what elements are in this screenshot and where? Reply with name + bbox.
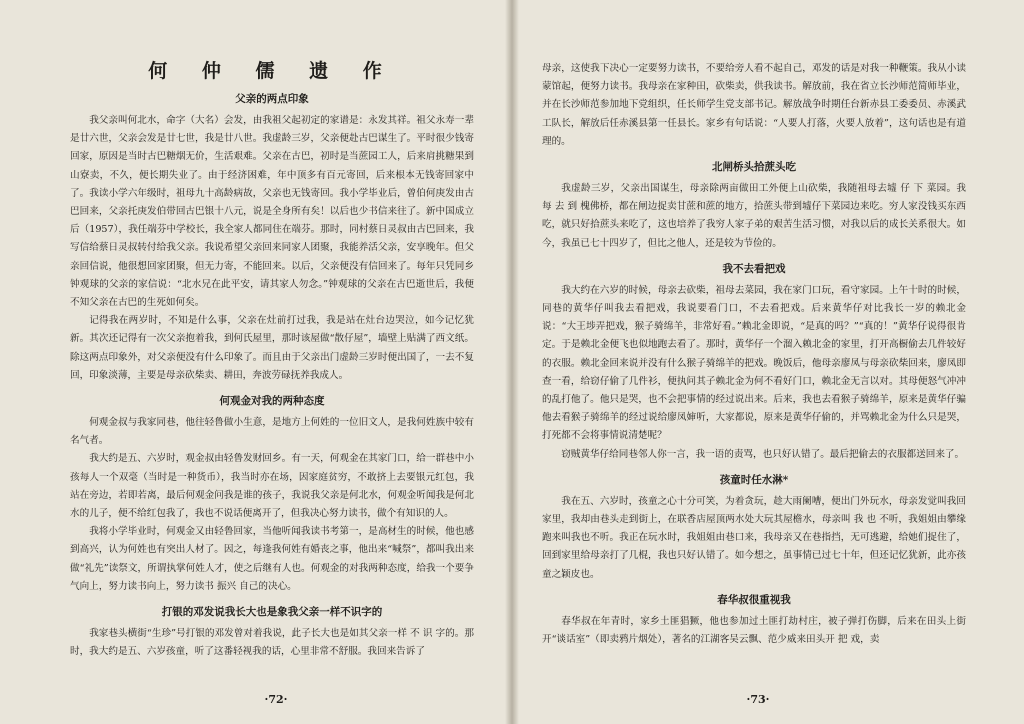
paragraph: 母亲，这使我下决心一定要努力读书，不要给旁人看不起自己，邓发的话是对我一种鞭策。我从小读蒙馆起，便努力读书。我母亲在家种田，砍柴卖，供我读书。解放前，我在省立长沙师范简师毕业，并在长沙师范参加地下党组织，任长师学生党支部书记。解放战争时期任台新赤县工委委员、赤溪武工队长，解放后任赤溪县第一任县长。家乡有句话说：“人要人打落，火要人放着”，这句话也是有道理的。 xyxy=(542,63,966,147)
paragraph: 何观金叔与我家同巷，他往轻鲁做小生意，是地方上何姓的一位旧文人，是我何姓族中较有名气者。 xyxy=(70,417,474,447)
paragraph: 我大约是五、六岁时，观金叔由轻鲁发财回乡。有一天，何观金在其家门口，给一群巷中小孩每人一个双毫（当时是一种货币），我当时亦在场，因家庭贫穷，不敢挤上去要银元红包，我站在旁边，若即若离，最后何观金问我是谁的孩子，我说我父亲是何北水，何观金听闻我是何北水的儿子，便不给红包我了，我也不说话便离开了，但我决心努力读书，做个有知识的人。 xyxy=(70,453,474,520)
section-heading: 春华叔很重视我 xyxy=(717,593,791,606)
paragraph: 我大约在六岁的时候，母亲去砍柴，祖母去菜园，我在家门口玩，看守家园。上午十时的时候，同巷的黄华仔叫我去看把戏，我说要看门口，不去看把戏。后来黄华仔对比我长一岁的赖北金说：“大王埗弄把戏，猴子骑绵羊，非常好看。”赖北金即说，“是真的吗？”“真的！”黄华仔说得很肯定。于是赖北金便飞也似地跑去看了。那时，黄华仔一个溜入赖北金的家里，打开高橱偷去几件较好的衣服。赖北金回来说并没有什么猴子骑绵羊的把戏。晚饭后，他母亲廖凤与母亲砍柴回来，廖凤即查一看，给窃仔偷了几件衫，便执问其子赖北金为何不看好门口，赖北金无言以对。其母便怒气冲冲的乱打他了。他只是哭，也不会把事情的经过说出来。后来，我也去看猴子骑绵羊，原来是黄华仔骗他去看猴子骑绵羊的经过说给廖凤婶听，大家都说，原来是黄华仔偷的，并骂赖北金为什么只是哭，打死都不会将事情说清楚呢？ xyxy=(542,284,966,442)
page-number: ·73· xyxy=(746,693,770,706)
paragraph: 记得我在两岁时，不知是什么事，父亲在灶前打过我，我是站在灶台边哭泣，如今记忆犹新。其次还记得有一次父亲抱着我，到何氏屋里，那时该屋做“散仔屋”，墙壁上贴满了西文纸。除这两点印象外，对父亲便没有什么印象了。而且由于父亲出门虚龄三岁时便出国了，一去不复回，印象淡薄，主要是母亲砍柴卖、耕田，奔波劳碌抚养我成人。 xyxy=(70,315,474,381)
section-heading: 何观金对我的两种态度 xyxy=(219,395,325,408)
section-heading: 父亲的两点印象 xyxy=(235,93,309,105)
paragraph: 窃贼黄华仔给同巷邻人你一言，我一语的责骂，也只好认错了。最后把偷去的衣服都送回来了。 xyxy=(561,448,965,460)
article-title: 何 仲 儒 遗 作 xyxy=(148,60,396,82)
paragraph: 我父亲叫何北水，命字（大名）会发，由我祖父起初定的家谱是：永发其祥。祖父永寿一辈是廿六世，父亲会发是廿七世，我是廿八世。我虚龄三岁，父亲便赴古巴谋生了。平时很少钱寄回家，原因是当时古巴糖烟无价，生活艰难。父亲在古巴，初时是当蔗园工人，后来肩挑糖果到山寮卖，不久，便长期失业了。由于经济困难，年中顶多有百元寄回，后来根本无钱寄回家中了。我读小学六年级时，祖母九十高龄病故，父亲也无钱寄回。我小学毕业后，曾伯何庚发由古巴回来，父亲托庚发伯带回古巴银十八元，说是全身所有矣！以后也少书信来往了。新中国成立后（1957），我任端芬中学校长，我全家人都同住在端芬。那时，同村蔡日灵叔由古巴回来，我写信给蔡日灵叔转付给我父亲。我说希望父亲回来同家人团聚，我能养活父亲，安享晚年。但父亲回信说，他很想回家团聚，但无力寄，不能回来。以后，父亲便没有信回来了。每年只凭同乡钟观球的父亲的家信说：“北水兄在此平安，请其家人勿念。”钟观球的父亲在古巴逝世后，我便不知父亲在古巴的生死如何矣。 xyxy=(70,115,474,309)
section-heading: 打银的邓发说我长大也是象我父亲一样不识字的 xyxy=(161,606,383,619)
book-gutter xyxy=(505,0,519,724)
paragraph: 我在五、六岁时，孩童之心十分可笑，为着贪玩，趁大雨阑嘈，便出门外玩水，母亲发觉叫我回家里，我却由巷头走到街上，在联香店屋顶两水处大玩其屋檐水，母亲叫 我 也 不听，我姐姐由攀缘跑来叫我也不听。我正在玩水时，我姐姐由巷口来，我母亲又在巷指挡，无可逃避，给她们捉住了，回到家里给母亲打了几棍，我也只好认错了。如今想之，虽事情已过七十年，但还记忆犹新，此亦孩童之颖皮也。 xyxy=(542,495,966,580)
paragraph: 我将小学毕业时，何观金又由轻鲁回家，当他听闻我读书考第一，是高材生的时候，他也感到高兴，认为何姓也有突出人材了。因之，每逢我何姓有婚丧之事，他出来“喊祭”，都叫我出来做“礼先”读祭文，所谓执掌何姓人才，使之后继有人也。何观金的对我两种态度，给我一个要争气向上，努力读书向上，努力读书 振兴 自己的决心。 xyxy=(70,526,474,592)
section-heading: 北闸桥头拾蔗头吃 xyxy=(712,161,796,174)
page-number: ·72· xyxy=(264,693,288,706)
paragraph: 我家巷头横街“生珍”号打银的邓发曾对着我说，此子长大也是如其父亲一样 不 识 字的。那时，我大约是五、六岁孩童，听了这番轻视我的话，心里非常不舒服。我回来告诉了 xyxy=(70,628,474,658)
section-heading: 孩童时任水淋* xyxy=(719,473,789,486)
right-page xyxy=(512,0,1024,724)
paragraph: 我虚龄三岁，父亲出国谋生，母亲除两亩做田工外便上山砍柴，我随祖母去墟 仔 下 菜园。我 每 去 到 槐佛桥，都在闸边捉卖甘蔗和蔗的地方，拾蔗头带到墟仔下菜园边来吃。穷人家没钱买东西吃，就只好拾蔗头来吃了，这也培养了我穷人家子弟的艰苦生活习惯，对我以后的成长关系很大。如今，我虽已七十四岁了，但比之他人，还是较为节俭的。 xyxy=(542,183,966,249)
section-heading: 我不去看把戏 xyxy=(722,262,786,275)
paragraph: 春华叔在年青时，家乡土匪猖獗，他也参加过土匪打劫村庄，被子弹打伤脚，后来在田头上街开“谈话室”（即卖鸦片烟处），著名的江湖客吴云飘、范少威来田头开 把 戏，卖 xyxy=(542,615,966,646)
